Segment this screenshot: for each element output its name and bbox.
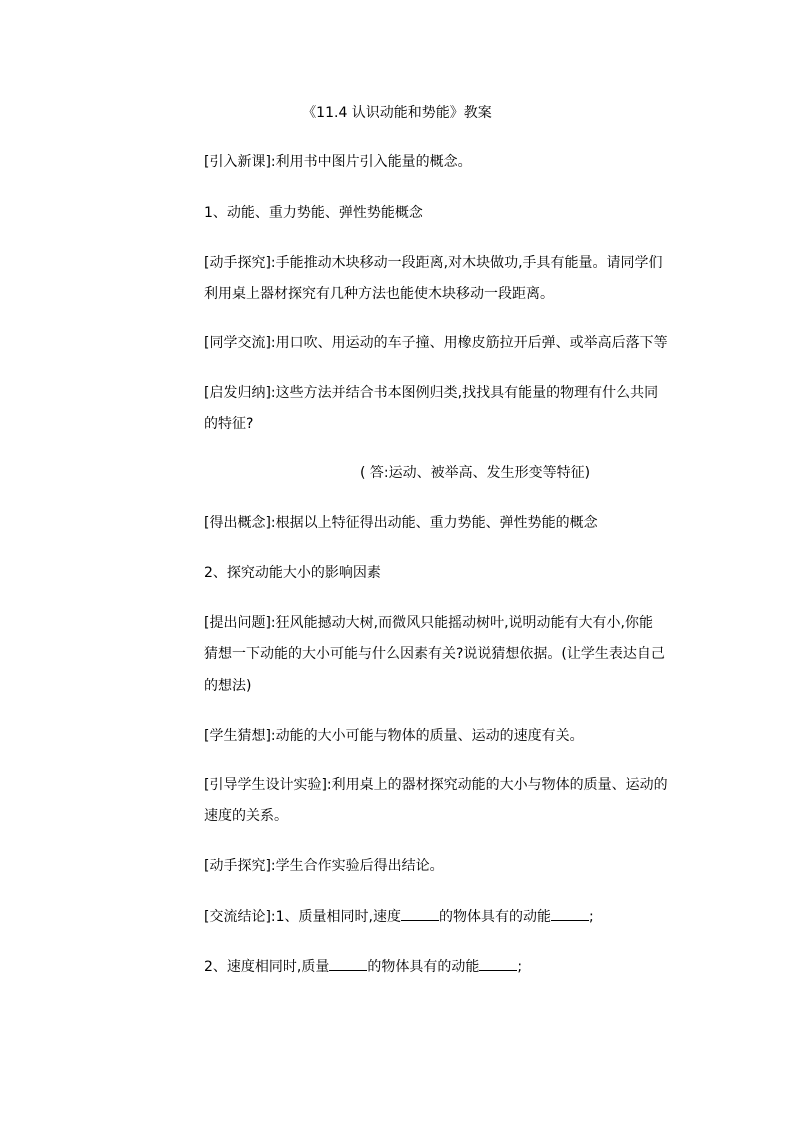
- fill-blank: [329, 958, 367, 971]
- conclusion-2-text-b: 的物体具有的动能: [367, 959, 480, 975]
- paragraph-experiment-line-2: 速度的关系。: [204, 808, 288, 824]
- paragraph-question-line-3: 的想法): [204, 678, 252, 694]
- paragraph-concept: [得出概念]:根据以上特征得出动能、重力势能、弹性势能的概念: [204, 515, 598, 531]
- fill-blank: [551, 908, 589, 921]
- paragraph-explore-line-2: 利用桌上器材探究有几种方法也能使木块移动一段距离。: [204, 286, 554, 302]
- paragraph-exchange: [同学交流]:用口吹、用运动的车子撞、用橡皮筋拉开后弹、或举高后落下等: [204, 335, 668, 351]
- section-heading-1: 1、动能、重力势能、弹性势能概念: [204, 205, 423, 221]
- paragraph-experiment-line-1: [引导学生设计实验]:利用桌上的器材探究动能的大小与物体的质量、运动的: [204, 777, 668, 793]
- paragraph-explore-line-1: [动手探究]:手能推动木块移动一段距离,对木块做功,手具有能量。请同学们: [204, 255, 663, 271]
- paragraph-conclusion-1: [204, 908, 684, 926]
- conclusion-2-text-a: 2、速度相同时,质量: [204, 959, 330, 975]
- paragraph-induction-line-1: [启发归纳]:这些方法并结合书本图例归类,找找具有能量的物理有什么共同: [204, 385, 659, 401]
- paragraph-conclusion-2: [204, 958, 684, 976]
- document-title: 《11.4 认识动能和势能》教案: [302, 105, 492, 121]
- fill-blank: [479, 958, 517, 971]
- conclusion-1-text-a: [交流结论]:1、质量相同时,速度: [204, 909, 401, 925]
- paragraph-induction-line-2: 的特征?: [204, 416, 254, 432]
- paragraph-intro: [引入新课]:利用书中图片引入能量的概念。: [204, 154, 472, 170]
- conclusion-2-text-c: ;: [517, 959, 523, 975]
- conclusion-1-text-b: 的物体具有的动能: [439, 909, 551, 925]
- answer-note: ( 答:运动、被举高、发生形变等特征): [359, 465, 591, 481]
- fill-blank: [401, 908, 439, 921]
- conclusion-1-text-c: ;: [589, 909, 594, 925]
- paragraph-hands-on: [动手探究]:学生合作实验后得出结论。: [204, 858, 444, 874]
- paragraph-question-line-1: [提出问题]:狂风能撼动大树,而微风只能摇动树叶,说明动能有大有小,你能: [204, 615, 653, 631]
- paragraph-question-line-2: 猜想一下动能的大小可能与什么因素有关?说说猜想依据。(让学生表达自己: [204, 646, 665, 662]
- section-heading-2: 2、探究动能大小的影响因素: [204, 565, 381, 581]
- paragraph-guess: [学生猜想]:动能的大小可能与物体的质量、运动的速度有关。: [204, 728, 584, 744]
